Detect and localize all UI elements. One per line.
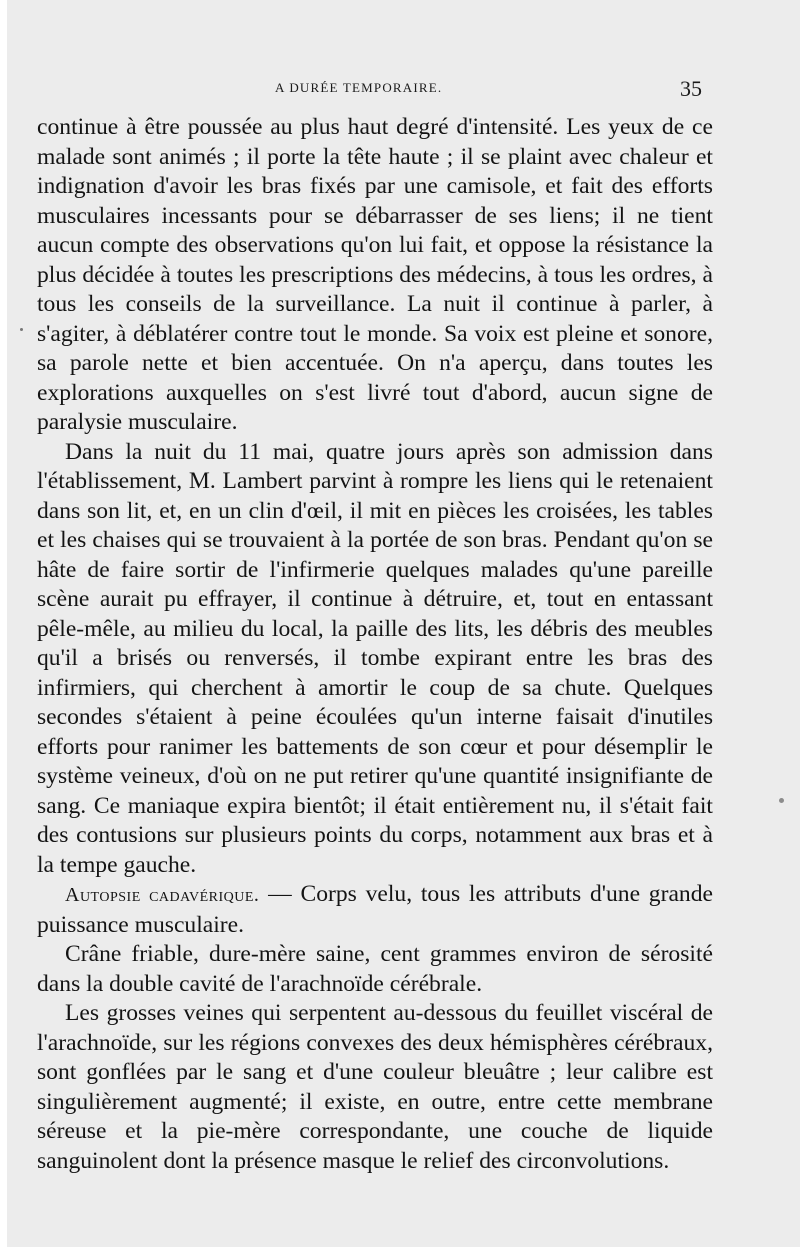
paragraph-2: Dans la nuit du 11 mai, quatre jours après son admission dans l'établissement, M. Lambert parvint à rompre les liens qui le retenaient dans son lit, et, en un clin d'œil, il mit en pièces les croisées, les tables et les chaises qui se trouvaient à la portée de son bras. Pendant qu'on se hâte de faire sortir de l'infirmerie quelques malades qu'une pareille scène aurait pu effrayer, il continue à détruire, et, tout en entassant pêle-mêle, au milieu du local, la paille des lits, les débris des meubles qu'il a brisés ou renversés, il tombe expirant entre les bras des infirmiers, qui cherchent à amortir le coup de sa chute. Quelques secondes s'étaient à peine écoulées qu'un interne faisait d'inutiles efforts pour ranimer les battements de son cœur et pour désemplir le système veineux, d'où on ne put retirer qu'une quantité insignifiante de sang. Ce maniaque expira bientôt; il était entièrement nu, il s'était fait des contusions sur plusieurs points du corps, notamment aux bras et à la tempe gauche. <box>37 438 713 878</box>
paragraph-5: Les grosses veines qui serpentent au-dessous du feuillet viscéral de l'arachnoïde, sur les régions convexes des deux hémisphères cérébraux, sont gonflées par le sang et d'une couleur bleuâtre ; leur calibre est singulièrement augmenté; il existe, en outre, entre cette membrane séreuse et la pie-mère correspondante, une couche de liquide sanguinolent dont la présence masque le relief des circonvolutions. <box>37 1000 713 1174</box>
running-head: A DURÉE TEMPORAIRE. <box>275 80 443 95</box>
page-left-edge <box>0 0 7 1247</box>
margin-mark <box>20 328 23 331</box>
page-header <box>0 76 800 100</box>
body-text <box>37 113 713 1176</box>
autopsy-heading: Autopsie cadavérique. <box>65 884 260 906</box>
paragraph-4: Crâne friable, dure-mère saine, cent grammes environ de sérosité dans la double cavité de l'arachnoïde cérébrale. <box>37 941 713 997</box>
paragraph-1: continue à être poussée au plus haut degré d'intensité. Les yeux de ce malade sont animés ; il porte la tête haute ; il se plaint avec chaleur et indignation d'avoir les bras fixés par une camisole, et fait des efforts musculaires incessants pour se débarrasser de ses liens; il ne tient aucun compte des observations qu'on lui fait, et oppose la résistance la plus décidée à toutes les prescriptions des médecins, à tous les ordres, à tous les conseils de la surveillance. La nuit il continue à parler, à s'agiter, à déblatérer contre tout le monde. Sa voix est pleine et sonore, sa parole nette et bien accentuée. On n'a aperçu, dans toutes les explorations auxquelles on s'est livré tout d'abord, aucun signe de paralysie musculaire. <box>37 114 713 435</box>
paper-speck <box>779 798 784 803</box>
paragraph-3 <box>37 880 713 940</box>
paragraph-3-text: — Corps velu, tous les attributs d'une grande puissance musculaire. <box>37 881 713 938</box>
page-number: 35 <box>680 76 702 101</box>
